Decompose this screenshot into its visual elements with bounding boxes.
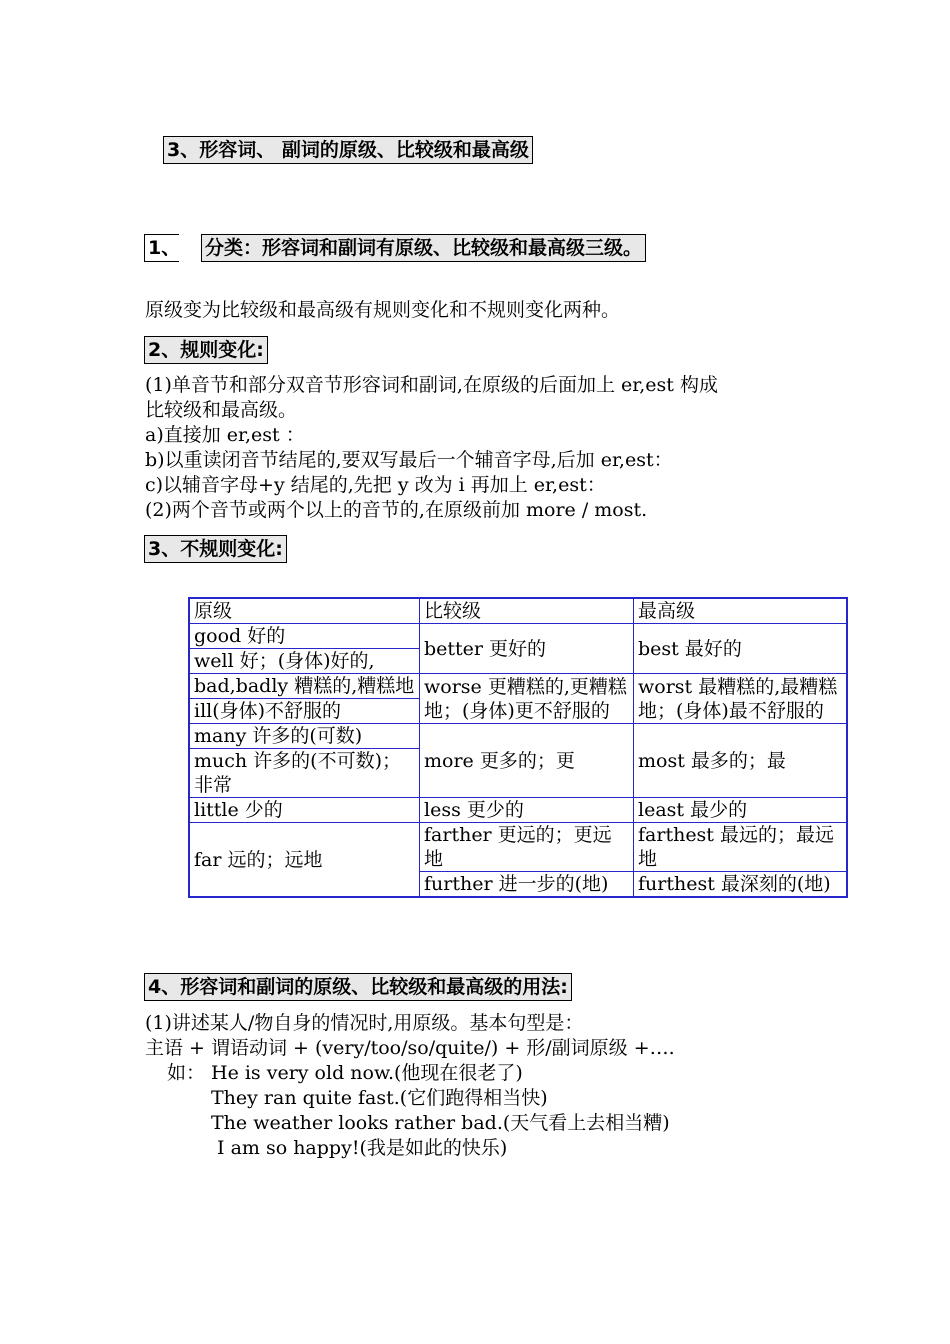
cell-best: best 最好的 bbox=[634, 624, 848, 674]
page-title: 3、形容词、 副词的原级、比较级和最高级 bbox=[163, 136, 533, 164]
section-1-heading: 分类：形容词和副词有原级、比较级和最高级三级。 bbox=[201, 234, 646, 262]
cell-little: little 少的 bbox=[189, 798, 420, 823]
example-sentence: I am so happy!(我是如此的快乐) bbox=[211, 1137, 508, 1159]
examples-list bbox=[211, 1061, 670, 1161]
cell-least: least 最少的 bbox=[634, 798, 848, 823]
table-header-row bbox=[189, 598, 847, 624]
cell-well: well 好；(身体)好的, bbox=[189, 649, 420, 674]
cell-worse: worse 更糟糕的,更糟糕地；(身体)更不舒服的 bbox=[420, 674, 634, 724]
rule-line: c)以辅音字母+y 结尾的,先把 y 改为 i 再加上 er,est： bbox=[145, 474, 606, 496]
cell-worst: worst 最糟糕的,最糟糕地；(身体)最不舒服的 bbox=[634, 674, 848, 724]
cell-bad: bad,badly 糟糕的,糟糕地 bbox=[189, 674, 420, 699]
rule-line: (2)两个音节或两个以上的音节的,在原级前加 more / most. bbox=[145, 499, 648, 521]
table-row bbox=[189, 823, 847, 872]
example-sentence: He is very old now.(他现在很老了) bbox=[211, 1062, 523, 1084]
cell-farthest: farthest 最远的；最远地 bbox=[634, 823, 848, 872]
rule-line: (1)单音节和部分双音节形容词和副词,在原级的后面加上 er,est 构成 bbox=[145, 374, 718, 396]
example-sentence: The weather looks rather bad.(天气看上去相当糟) bbox=[211, 1112, 670, 1134]
table-row bbox=[189, 624, 847, 649]
cell-far: far 远的；远地 bbox=[189, 823, 420, 898]
rule-line: 比较级和最高级。 bbox=[145, 399, 298, 421]
example-sentence: They ran quite fast.(它们跑得相当快) bbox=[211, 1087, 548, 1109]
section-3-heading: 3、不规则变化: bbox=[144, 535, 287, 563]
section-4-heading: 4、形容词和副词的原级、比较级和最高级的用法: bbox=[144, 973, 572, 1001]
examples-prefix: 如： bbox=[167, 1062, 206, 1084]
cell-good: good 好的 bbox=[189, 624, 420, 649]
intro-text: 原级变为比较级和最高级有规则变化和不规则变化两种。 bbox=[145, 299, 621, 321]
section-2-heading: 2、规则变化: bbox=[144, 336, 268, 364]
section-2-body bbox=[145, 373, 718, 523]
cell-more: more 更多的；更 bbox=[420, 724, 634, 798]
rule-line: b)以重读闭音节结尾的,要双写最后一个辅音字母,后加 er,est： bbox=[145, 449, 673, 471]
table-row bbox=[189, 724, 847, 749]
header-positive: 原级 bbox=[189, 598, 420, 624]
rule-line: a)直接加 er,est ： bbox=[145, 424, 305, 446]
table-row bbox=[189, 798, 847, 823]
table-row bbox=[189, 674, 847, 699]
usage-line-1: (1)讲述某人/物自身的情况时,用原级。基本句型是： bbox=[145, 1012, 584, 1034]
cell-ill: ill(身体)不舒服的 bbox=[189, 699, 420, 724]
cell-much: much 许多的(不可数)；非常 bbox=[189, 749, 420, 798]
cell-furthest: furthest 最深刻的(地) bbox=[634, 872, 848, 898]
cell-better: better 更好的 bbox=[420, 624, 634, 674]
header-comparative: 比较级 bbox=[420, 598, 634, 624]
cell-less: less 更少的 bbox=[420, 798, 634, 823]
header-superlative: 最高级 bbox=[634, 598, 848, 624]
section-1-number: 1、 bbox=[144, 234, 179, 262]
cell-most: most 最多的；最 bbox=[634, 724, 848, 798]
usage-line-2: 主语 + 谓语动词 + (very/too/so/quite/) + 形/副词原级 +…. bbox=[145, 1037, 675, 1059]
cell-farther: farther 更远的；更远地 bbox=[420, 823, 634, 872]
cell-further: further 进一步的(地) bbox=[420, 872, 634, 898]
cell-many: many 许多的(可数) bbox=[189, 724, 420, 749]
irregular-forms-table bbox=[188, 597, 848, 898]
